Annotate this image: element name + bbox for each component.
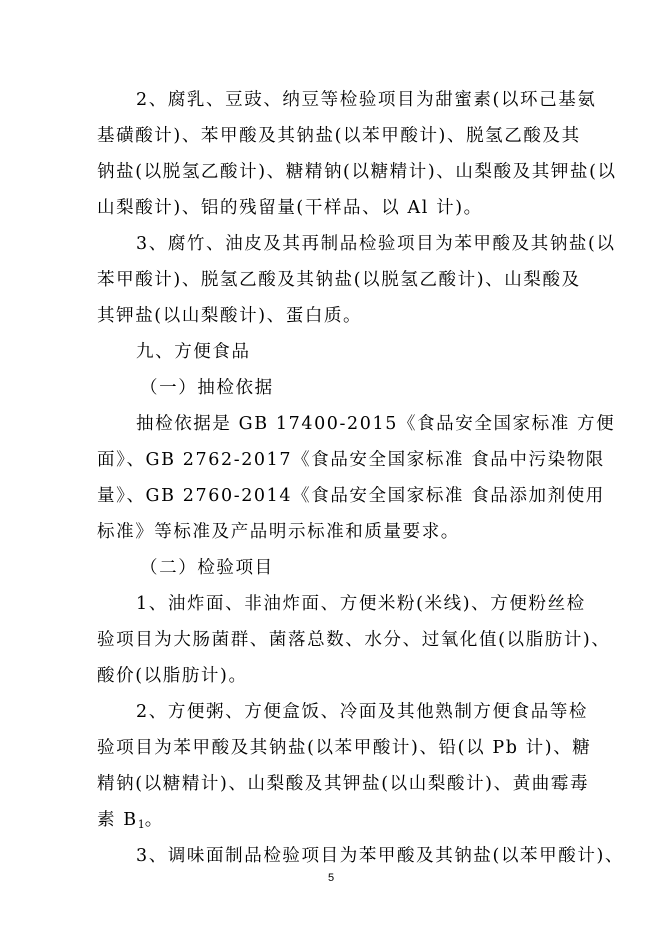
paragraph-line: 其钾盐(以山梨酸计)、蛋白质。	[97, 306, 363, 326]
aflatoxin-line	[0, 802, 662, 838]
paragraph-line: 精钠(以糖精计)、山梨酸及其钾盐(以山梨酸计)、黄曲霉毒	[97, 774, 590, 794]
page-number: 5	[327, 872, 335, 884]
paragraph-line: 基磺酸计)、苯甲酸及其钠盐(以苯甲酸计)、脱氢乙酸及其	[97, 126, 581, 146]
paragraph-line: 标准》等标准及产品明示标准和质量要求。	[97, 522, 460, 542]
paragraph-line: 验项目为大肠菌群、菌落总数、水分、过氧化值(以脂肪计)、	[97, 630, 611, 650]
paragraph-line: 苯甲酸计)、脱氢乙酸及其钠盐(以脱氢乙酸计)、山梨酸及	[97, 270, 581, 290]
subsection-heading: （二）检验项目	[140, 558, 274, 578]
paragraph-line: 3、腐竹、油皮及其再制品检验项目为苯甲酸及其钠盐(以	[136, 234, 616, 254]
paragraph-line: 1、油炸面、非油炸面、方便米粉(米线)、方便粉丝检	[136, 594, 586, 614]
aflatoxin-subscript: 1	[137, 818, 145, 831]
paragraph-line: 面》、GB 2762-2017《食品安全国家标准 食品中污染物限	[97, 450, 605, 470]
subsection-heading: （一）抽检依据	[140, 378, 274, 398]
paragraph-line: 验项目为苯甲酸及其钠盐(以苯甲酸计)、铅(以 Pb 计)、糖	[97, 738, 592, 758]
paragraph-line: 山梨酸计)、铝的残留量(干样品、以 Al 计)。	[97, 198, 483, 218]
paragraph-line: 钠盐(以脱氢乙酸计)、糖精钠(以糖精计)、山梨酸及其钾盐(以	[97, 162, 617, 182]
paragraph-line: 酸价(以脂肪计)。	[97, 666, 248, 686]
aflatoxin-text: 素 B	[97, 810, 138, 830]
paragraph-line: 3、调味面制品检验项目为苯甲酸及其钠盐(以苯甲酸计)、	[136, 846, 624, 866]
section-heading: 九、方便食品	[136, 342, 251, 362]
aflatoxin-period: 。	[144, 810, 164, 830]
paragraph-line: 2、腐乳、豆豉、纳豆等检验项目为甜蜜素(以环己基氨	[136, 90, 597, 110]
paragraph-line: 抽检依据是 GB 17400-2015《食品安全国家标准 方便	[136, 414, 616, 434]
paragraph-line: 2、方便粥、方便盒饭、冷面及其他熟制方便食品等检	[136, 702, 589, 722]
paragraph-line: 量》、GB 2760-2014《食品安全国家标准 食品添加剂使用	[97, 486, 605, 506]
